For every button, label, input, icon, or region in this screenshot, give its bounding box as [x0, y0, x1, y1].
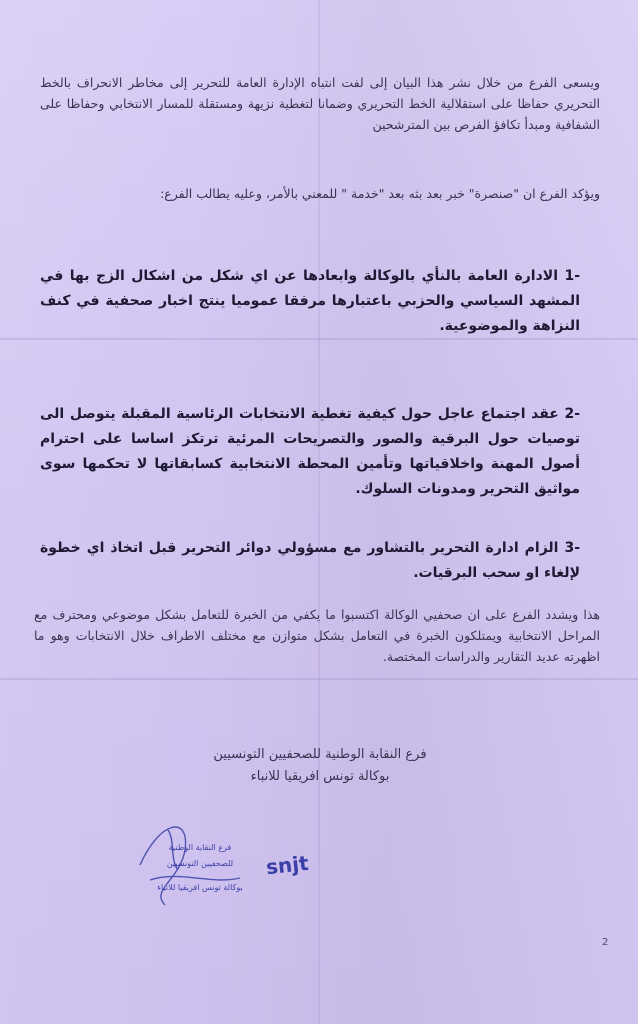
signature-line: فرع النقابة الوطنية للصحفيين التونسيين	[213, 747, 427, 762]
official-stamp	[120, 810, 320, 910]
demand-number: -2	[564, 406, 580, 422]
demand-item-2	[40, 402, 580, 502]
emphasis-paragraph: ويؤكد الفرع ان "صنصرة" خبر بعد بثه بعد "خدمة " للمعني بالأمر، وعليه يطالب الفرع:	[160, 186, 600, 201]
signature-line: بوكالة تونس افريقيا للانباء	[250, 769, 390, 784]
demand-item-1	[40, 264, 580, 339]
intro-paragraph: ويسعى الفرع من خلال نشر هذا البيان إلى لفت انتباه الإدارة العامة للتحرير إلى مخاطر الانحراف بالخط التحريري حفاظا على استقلالية الخط التحريري وضمانا لتغطية نزيهة ومستقلة للمسار الانتخابي وحفاظا على الشفافية ومبدأ تكافؤ الفرص بين المترشحين	[40, 75, 600, 132]
demand-item-3	[40, 536, 580, 586]
stamp-line: بوكالة تونس افريقيا للانباء	[157, 883, 243, 892]
demand-text: الادارة العامة بالنأي بالوكالة وابعادها عن اي شكل من اشكال الزج بها في المشهد السياسي والحزبي باعتبارها مرفقا عموميا ينتج اخبار صحفية في كنف النزاهة والموضوعية.	[40, 268, 580, 334]
stamp-line: للصحفيين التونسيين	[166, 859, 234, 868]
demand-number: -3	[564, 540, 580, 556]
closing-paragraph: هذا ويشدد الفرع على ان صحفيي الوكالة اكتسبوا ما يكفي من الخبرة للتعامل بشكل موضوعي ومحترف مع المراحل الانتخابية ويمتلكون الخبرة في التعامل بشكل متوازن مع مختلف الاطراف خلال الانتخابات وهو ما اظهرته عديد التقارير والدراسات المختصة.	[34, 607, 600, 664]
demand-text: الزام ادارة التحرير بالتشاور مع مسؤولي دوائر التحرير قبل اتخاذ اي خطوة لإلغاء او سحب البرقيات.	[40, 540, 580, 581]
page-number: 2	[602, 937, 609, 948]
demand-number: -1	[564, 268, 580, 284]
stamp-line: فرع النقابة الوطنية	[168, 843, 232, 852]
signature-block	[180, 744, 460, 788]
stamp-logo-text: snjt	[264, 850, 310, 880]
demand-text: عقد اجتماع عاجل حول كيفية تغطية الانتخابات الرئاسية المقبلة يتوصل الى توصيات حول البرقية والصور والتصريحات المرئية ترتكز اساسا على احترام أصول المهنة واخلاقياتها وتأمين المحطة الانتخابية كسابقاتها لا تحكمها سوى مواثيق التحرير ومدونات السلوك.	[40, 406, 580, 497]
